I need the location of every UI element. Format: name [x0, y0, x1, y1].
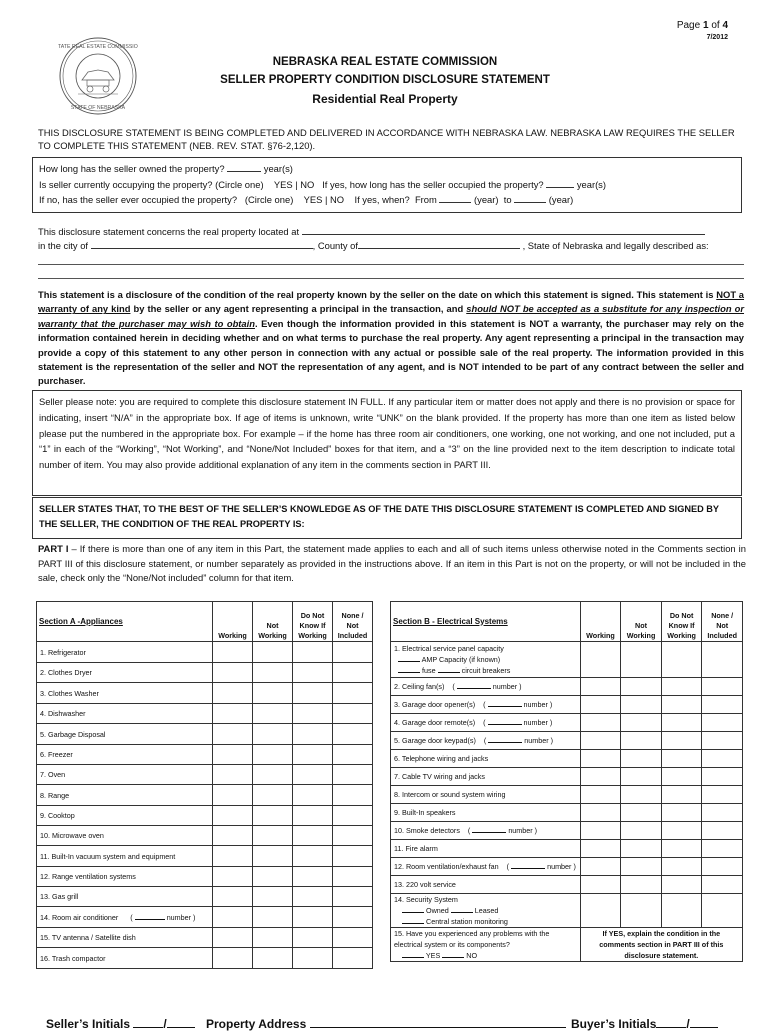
appliance-working-box[interactable] [213, 826, 253, 846]
appliance-label: 10. Microwave oven [37, 826, 213, 846]
svg-text:STATE OF NEBRASKA: STATE OF NEBRASKA [70, 105, 126, 111]
appliance-working-box[interactable] [213, 642, 253, 663]
electrical-do-not-know-box[interactable] [661, 894, 702, 928]
electrical-not-working-box[interactable] [621, 768, 662, 786]
appliance-working-box[interactable] [213, 704, 253, 724]
electrical-none-included-box[interactable] [702, 642, 743, 678]
appliance-do-not-know-box[interactable] [293, 907, 333, 928]
appliance-label: 14. Room air conditioner ( number ) [37, 907, 213, 928]
seller-initials-field-1[interactable] [133, 1017, 163, 1028]
electrical-do-not-know-box[interactable] [661, 696, 702, 714]
electrical-label: 3. Garage door opener(s) ( number ) [391, 696, 581, 714]
electrical-none-included-box[interactable] [702, 804, 743, 822]
svg-text:STATE REAL ESTATE COMMISSION: STATE REAL ESTATE COMMISSION [58, 44, 138, 50]
buyer-initials: Buyer’s Initials / [571, 1017, 718, 1031]
appliance-label: 16. Trash compactor [37, 948, 213, 969]
electrical-label: 11. Fire alarm [391, 840, 581, 858]
col-working-b: Working [580, 602, 621, 642]
occupying-yes-no[interactable]: YES | NO [273, 178, 315, 190]
electrical-row [391, 786, 743, 804]
electrical-label: 8. Intercom or sound system wiring [391, 786, 581, 804]
item-15-note: If YES, explain the condition in the comments section in PART III of this disclosure statement. [580, 928, 742, 962]
appliance-do-not-know-box[interactable] [293, 928, 333, 948]
electrical-working-box[interactable] [580, 822, 621, 840]
appliance-none-included-box[interactable] [333, 683, 373, 704]
electrical-label: 12. Room ventilation/exhaust fan ( number ) [391, 858, 581, 876]
appliance-row [37, 928, 373, 948]
appliance-label: 9. Cooktop [37, 806, 213, 826]
appliance-row [37, 948, 373, 969]
appliance-not-working-box[interactable] [253, 765, 293, 785]
electrical-label: 14. Security System Owned Leased Central station monitoring [391, 894, 581, 928]
appliance-none-included-box[interactable] [333, 826, 373, 846]
ownership-box [32, 157, 742, 213]
appliance-do-not-know-box[interactable] [293, 948, 333, 969]
electrical-do-not-know-box[interactable] [661, 804, 702, 822]
col-none-not-included: None / Not Included [333, 602, 373, 642]
appliance-not-working-box[interactable] [253, 745, 293, 765]
appliance-do-not-know-box[interactable] [293, 785, 333, 806]
form-subtitle: Residential Real Property [312, 92, 458, 106]
appliance-working-box[interactable] [213, 745, 253, 765]
section-b-table [390, 601, 743, 962]
electrical-not-working-box[interactable] [621, 696, 662, 714]
page-prefix: Page [676, 20, 701, 31]
electrical-working-box[interactable] [580, 876, 621, 894]
electrical-working-box[interactable] [580, 804, 621, 822]
appliance-working-box[interactable] [213, 867, 253, 887]
electrical-working-box[interactable] [580, 696, 621, 714]
appliance-none-included-box[interactable] [333, 704, 373, 724]
electrical-none-included-box[interactable] [702, 840, 743, 858]
ownership-line-2: Is seller currently occupying the property? (Circle one) YES | NO If yes, how long has the seller occupied the property? year(s) [39, 178, 606, 190]
page-current: 1 [702, 20, 709, 31]
electrical-not-working-box[interactable] [621, 822, 662, 840]
electrical-working-box[interactable] [580, 768, 621, 786]
county-field[interactable] [358, 239, 520, 249]
item-count-field[interactable] [488, 717, 522, 725]
city-field[interactable] [91, 239, 313, 249]
appliance-label: 5. Garbage Disposal [37, 724, 213, 745]
page-number [677, 20, 728, 31]
electrical-not-working-box[interactable] [621, 894, 662, 928]
ever-occupied-yes-no[interactable]: YES | NO [303, 194, 345, 205]
electrical-row [391, 678, 743, 696]
appliance-label: 7. Oven [37, 765, 213, 785]
intro-statement: THIS DISCLOSURE STATEMENT IS BEING COMPLETED AND DELIVERED IN ACCORDANCE WITH NEBRASKA LAW. NEBRASKA LAW REQUIRES THE SELLER TO COMPLETE THIS STATEMENT (NEB. REV. STAT. §76-2,120). [38, 127, 735, 151]
electrical-not-working-box[interactable] [621, 876, 662, 894]
appliance-none-included-box[interactable] [333, 867, 373, 887]
electrical-row [391, 732, 743, 750]
footer-property-address: Property Address [206, 1017, 566, 1031]
appliance-not-working-box[interactable] [253, 785, 293, 806]
electrical-none-included-box[interactable] [702, 822, 743, 840]
appliance-not-working-box[interactable] [253, 683, 293, 704]
part-1-instructions: PART I – If there is more than one of any item in this Part, the statement made applies to each and all of such items unless otherwise noted in the Comments section in PART III of this disclosure statement, or number separately as provided in the instructions above. If an item in this Part is not on the property, or will not be included in the sale, check only the “None/Not included” column for that item. [38, 543, 746, 583]
electrical-do-not-know-box[interactable] [661, 750, 702, 768]
appliance-label: 15. TV antenna / Satellite dish [37, 928, 213, 948]
appliance-none-included-box[interactable] [333, 846, 373, 867]
appliance-row [37, 907, 373, 928]
appliance-working-box[interactable] [213, 683, 253, 704]
appliance-do-not-know-box[interactable] [293, 806, 333, 826]
electrical-row [391, 928, 743, 962]
item-count-field[interactable] [511, 861, 545, 869]
fuse-field[interactable] [398, 665, 420, 673]
appliance-working-box[interactable] [213, 724, 253, 745]
appliance-working-box[interactable] [213, 928, 253, 948]
section-a-table [36, 601, 373, 969]
appliance-none-included-box[interactable] [333, 745, 373, 765]
electrical-row [391, 858, 743, 876]
item-count-field[interactable] [457, 681, 491, 689]
electrical-none-included-box[interactable] [702, 768, 743, 786]
appliance-not-working-box[interactable] [253, 724, 293, 745]
appliance-label: 12. Range ventilation systems [37, 867, 213, 887]
appliance-label: 4. Dishwasher [37, 704, 213, 724]
appliance-row [37, 785, 373, 806]
electrical-none-included-box[interactable] [702, 750, 743, 768]
page-of: of [711, 20, 720, 31]
electrical-do-not-know-box[interactable] [661, 678, 702, 696]
electrical-not-working-box[interactable] [621, 678, 662, 696]
electrical-not-working-box[interactable] [621, 714, 662, 732]
appliance-working-box[interactable] [213, 887, 253, 907]
electrical-do-not-know-box[interactable] [661, 858, 702, 876]
leased-field[interactable] [451, 905, 473, 913]
col-do-not-know: Do Not Know If Working [293, 602, 333, 642]
electrical-not-working-box[interactable] [621, 840, 662, 858]
electrical-label: 1. Electrical service panel capacity AMP Capacity (if known) fuse circuit breakers [391, 642, 581, 678]
appliance-do-not-know-box[interactable] [293, 745, 333, 765]
electrical-not-working-box[interactable] [621, 750, 662, 768]
electrical-row [391, 840, 743, 858]
appliance-none-included-box[interactable] [333, 663, 373, 683]
electrical-do-not-know-box[interactable] [661, 840, 702, 858]
appliance-do-not-know-box[interactable] [293, 826, 333, 846]
appliance-none-included-box[interactable] [333, 948, 373, 969]
electrical-working-box[interactable] [580, 840, 621, 858]
electrical-row [391, 804, 743, 822]
appliance-row [37, 745, 373, 765]
appliance-label: 1. Refrigerator [37, 642, 213, 663]
footer-address-field[interactable] [310, 1017, 566, 1028]
electrical-do-not-know-box[interactable] [661, 768, 702, 786]
electrical-none-included-box[interactable] [702, 894, 743, 928]
electrical-label: 13. 220 volt service [391, 876, 581, 894]
electrical-label: 5. Garage door keypad(s) ( number ) [391, 732, 581, 750]
electrical-working-box[interactable] [580, 858, 621, 876]
electrical-do-not-know-box[interactable] [661, 876, 702, 894]
electrical-not-working-box[interactable] [621, 732, 662, 750]
electrical-label: 10. Smoke detectors ( number ) [391, 822, 581, 840]
appliance-none-included-box[interactable] [333, 928, 373, 948]
appliance-label: 2. Clothes Dryer [37, 663, 213, 683]
appliance-none-included-box[interactable] [333, 642, 373, 663]
electrical-not-working-box[interactable] [621, 642, 662, 678]
problems-yes-field[interactable] [402, 950, 424, 958]
appliance-do-not-know-box[interactable] [293, 867, 333, 887]
appliance-not-working-box[interactable] [253, 928, 293, 948]
commission-title: NEBRASKA REAL ESTATE COMMISSION [272, 56, 498, 68]
electrical-label: 6. Telephone wiring and jacks [391, 750, 581, 768]
appliance-not-working-box[interactable] [253, 663, 293, 683]
electrical-label: 15. Have you experienced any problems with the electrical system or its components? YES NO [391, 928, 581, 962]
legal-description-line-1[interactable] [38, 264, 744, 265]
appliance-working-box[interactable] [213, 846, 253, 867]
appliance-working-box[interactable] [213, 948, 253, 969]
from-year-field[interactable] [439, 193, 471, 203]
appliance-not-working-box[interactable] [253, 642, 293, 663]
electrical-row [391, 714, 743, 732]
seller-note-box: Seller please note: you are required to complete this disclosure statement IN FULL. If any particular item or matter does not apply and there is no provision or space for indicating, insert “N/A” in the appropriate box. If age of items is unknown, write “UNK” on the blank provided. If the property has more than one item as listed below please put the numbered in the appropriate box. For example – if the home has three room air conditioners, one working, one not working, and one not included, put a “1” in each of the “Working”, “Not Working”, and “None/Not Included” boxes for that item, and a “3” on the line provided next to the item description to indicate total number of item. You may also provide additional explanation of any item in the comments section in PART III. [32, 390, 742, 496]
electrical-do-not-know-box[interactable] [661, 732, 702, 750]
appliance-row [37, 765, 373, 785]
electrical-none-included-box[interactable] [702, 696, 743, 714]
disclosure-paragraph: This statement is a disclosure of the condition of the real property known by the seller on the date on which this statement is signed. This statement is NOT a warranty of any kind by the seller or any agent representing a principal in the transaction, and should NOT be accepted as a substitute for any inspection or warranty that the purchaser may wish to obtain. Even though the information provided in this statement is NOT a warranty, the purchaser may rely on the information contained herein in deciding whether and on what terms to purchase the real property. Any agent representing a principal in the transaction may provide a copy of this statement to any other person in connection with any actual or possible sale of the real property. The information provided in this statement is the representation of the seller and NOT the representation of any agent, and is NOT intended to be part of any contract between the seller and purchaser. [38, 289, 745, 387]
appliance-row [37, 867, 373, 887]
appliance-none-included-box[interactable] [333, 785, 373, 806]
appliance-label: 6. Freezer [37, 745, 213, 765]
appliance-working-box[interactable] [213, 765, 253, 785]
electrical-working-box[interactable] [580, 714, 621, 732]
electrical-row [391, 876, 743, 894]
appliance-label: 8. Range [37, 785, 213, 806]
property-location: This disclosure statement concerns the real property located at in the city of , County of , State of Nebraska and legally described as: [38, 226, 709, 251]
appliance-none-included-box[interactable] [333, 887, 373, 907]
appliance-none-included-box[interactable] [333, 724, 373, 745]
electrical-label: 9. Built-In speakers [391, 804, 581, 822]
electrical-label: 7. Cable TV wiring and jacks [391, 768, 581, 786]
seller-initials-field-2[interactable] [167, 1017, 195, 1028]
electrical-row [391, 822, 743, 840]
appliance-do-not-know-box[interactable] [293, 887, 333, 907]
appliance-working-box[interactable] [213, 806, 253, 826]
electrical-do-not-know-box[interactable] [661, 786, 702, 804]
electrical-none-included-box[interactable] [702, 858, 743, 876]
electrical-row [391, 750, 743, 768]
appliance-row [37, 642, 373, 663]
ownership-line-3: If no, has the seller ever occupied the property? (Circle one) YES | NO If yes, when? From (year) to (year) [39, 194, 574, 205]
appliance-row [37, 887, 373, 907]
appliance-not-working-box[interactable] [253, 948, 293, 969]
electrical-row [391, 768, 743, 786]
item-count-field[interactable] [488, 699, 522, 707]
appliance-not-working-box[interactable] [253, 846, 293, 867]
appliance-not-working-box[interactable] [253, 887, 293, 907]
appliance-working-box[interactable] [213, 907, 253, 928]
legal-description-line-2[interactable] [38, 278, 744, 279]
appliance-none-included-box[interactable] [333, 806, 373, 826]
appliance-not-working-box[interactable] [253, 806, 293, 826]
electrical-do-not-know-box[interactable] [661, 822, 702, 840]
electrical-working-box[interactable] [580, 642, 621, 678]
appliance-row [37, 724, 373, 745]
electrical-working-box[interactable] [580, 732, 621, 750]
appliance-label: 11. Built-In vacuum system and equipment [37, 846, 213, 867]
electrical-not-working-box[interactable] [621, 786, 662, 804]
appliance-do-not-know-box[interactable] [293, 663, 333, 683]
appliance-do-not-know-box[interactable] [293, 765, 333, 785]
circuit-breaker-field[interactable] [438, 665, 460, 673]
page-total: 4 [722, 20, 728, 31]
item-count-field[interactable] [488, 735, 522, 743]
appliance-working-box[interactable] [213, 663, 253, 683]
col-not-working: Not Working [253, 602, 293, 642]
appliance-label: 3. Clothes Washer [37, 683, 213, 704]
electrical-none-included-box[interactable] [702, 786, 743, 804]
appliance-row [37, 846, 373, 867]
item-count-field[interactable] [472, 825, 506, 833]
years-owned-field[interactable] [227, 162, 261, 172]
appliance-row [37, 806, 373, 826]
col-none-not-included-b: None / Not Included [702, 602, 743, 642]
appliance-do-not-know-box[interactable] [293, 683, 333, 704]
appliance-none-included-box[interactable] [333, 765, 373, 785]
col-not-working-b: Not Working [621, 602, 662, 642]
monitoring-field[interactable] [402, 916, 424, 924]
seller-initials: Seller’s Initials / [46, 1017, 195, 1031]
appliance-label: 13. Gas grill [37, 887, 213, 907]
appliance-row [37, 826, 373, 846]
section-a-title: Section A -Appliances [37, 602, 213, 642]
electrical-working-box[interactable] [580, 786, 621, 804]
electrical-row [391, 894, 743, 928]
appliance-do-not-know-box[interactable] [293, 704, 333, 724]
appliance-row [37, 663, 373, 683]
appliance-not-working-box[interactable] [253, 826, 293, 846]
electrical-none-included-box[interactable] [702, 714, 743, 732]
buyer-initials-field-1[interactable] [656, 1017, 686, 1028]
buyer-initials-field-2[interactable] [690, 1017, 718, 1028]
to-year-field[interactable] [514, 193, 546, 203]
appliance-none-included-box[interactable] [333, 907, 373, 928]
electrical-not-working-box[interactable] [621, 804, 662, 822]
electrical-working-box[interactable] [580, 678, 621, 696]
electrical-working-box[interactable] [580, 894, 621, 928]
electrical-do-not-know-box[interactable] [661, 714, 702, 732]
problems-no-field[interactable] [442, 950, 464, 958]
section-b-title: Section B - Electrical Systems [391, 602, 581, 642]
revision-date: 7/2012 [706, 34, 728, 41]
amp-capacity-field[interactable] [398, 654, 420, 662]
property-address-field[interactable] [302, 225, 705, 235]
electrical-working-box[interactable] [580, 750, 621, 768]
electrical-label: 2. Ceiling fan(s) ( number ) [391, 678, 581, 696]
form-title: SELLER PROPERTY CONDITION DISCLOSURE STATEMENT [220, 74, 550, 86]
appliance-do-not-know-box[interactable] [293, 642, 333, 663]
electrical-label: 4. Garage door remote(s) ( number ) [391, 714, 581, 732]
years-occupied-field[interactable] [546, 178, 574, 188]
appliance-do-not-know-box[interactable] [293, 846, 333, 867]
col-do-not-know-b: Do Not Know If Working [661, 602, 702, 642]
appliance-not-working-box[interactable] [253, 867, 293, 887]
electrical-none-included-box[interactable] [702, 678, 743, 696]
appliance-row [37, 683, 373, 704]
electrical-row [391, 642, 743, 678]
appliance-not-working-box[interactable] [253, 907, 293, 928]
appliance-row [37, 704, 373, 724]
electrical-do-not-know-box[interactable] [661, 642, 702, 678]
appliance-not-working-box[interactable] [253, 704, 293, 724]
electrical-not-working-box[interactable] [621, 858, 662, 876]
appliance-working-box[interactable] [213, 785, 253, 806]
electrical-none-included-box[interactable] [702, 732, 743, 750]
electrical-none-included-box[interactable] [702, 876, 743, 894]
ac-count-field[interactable] [135, 912, 165, 920]
owned-field[interactable] [402, 905, 424, 913]
electrical-row [391, 696, 743, 714]
seller-states-box: SELLER STATES THAT, TO THE BEST OF THE SELLER’S KNOWLEDGE AS OF THE DATE THIS DISCLOSURE STATEMENT IS COMPLETED AND SIGNED BY THE SELLER, THE CONDITION OF THE REAL PROPERTY IS: [32, 497, 742, 539]
appliance-do-not-know-box[interactable] [293, 724, 333, 745]
ownership-line-1: How long has the seller owned the property? year(s) [39, 163, 293, 174]
col-working: Working [213, 602, 253, 642]
